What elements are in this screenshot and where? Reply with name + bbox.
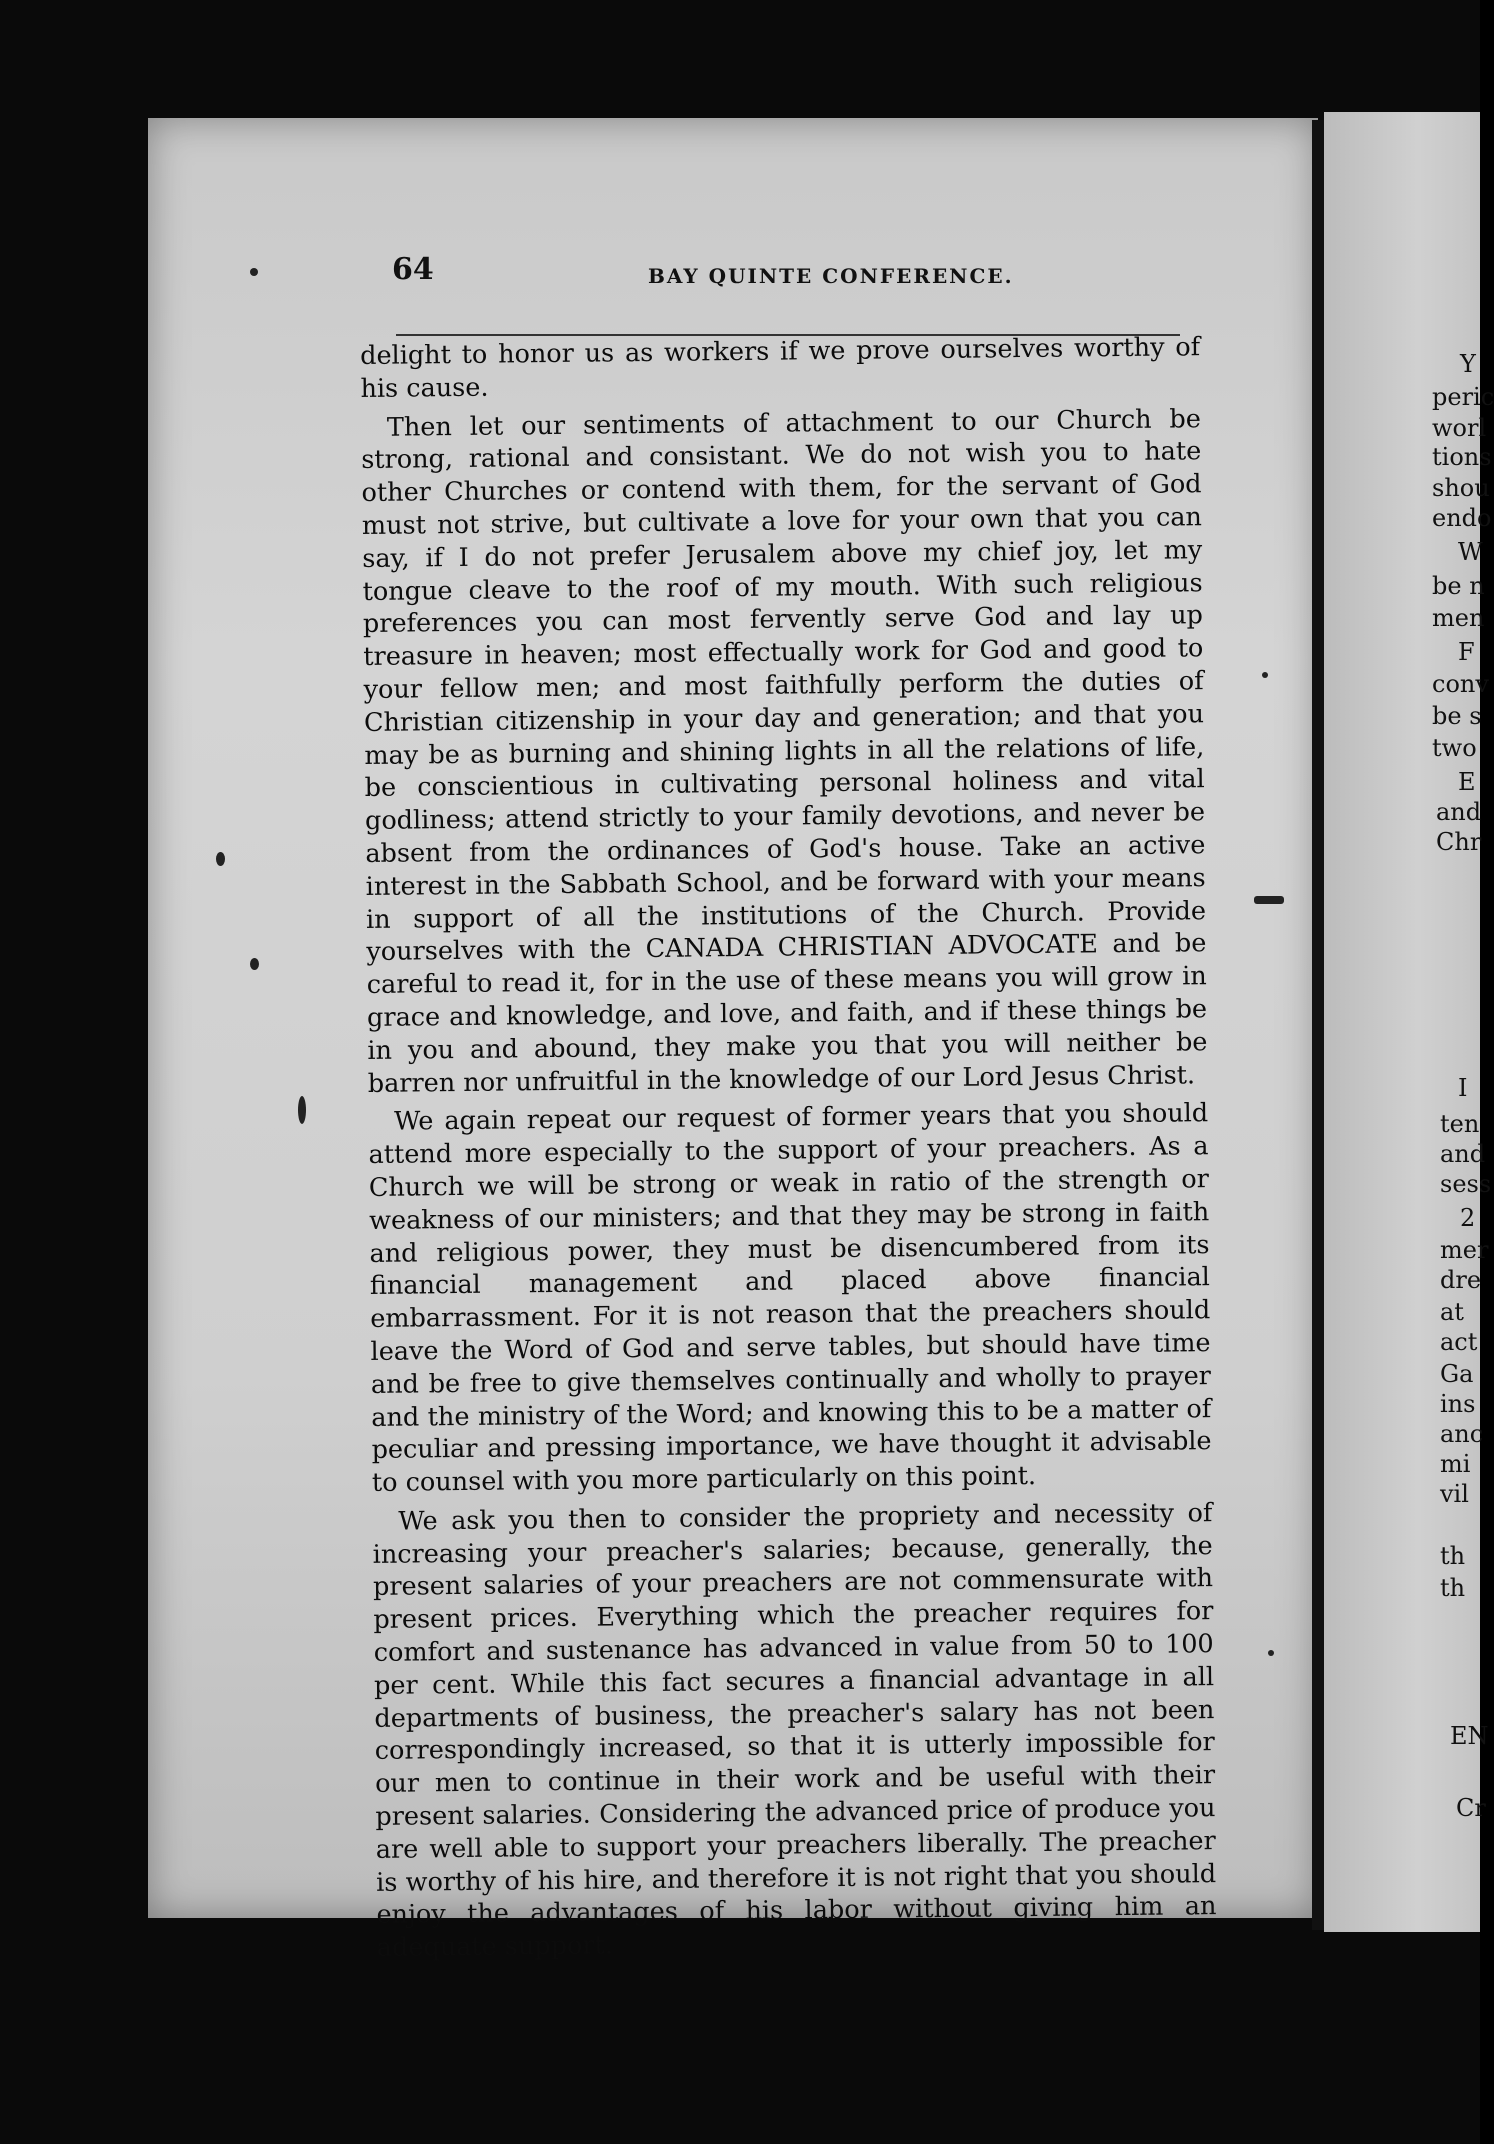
paragraph: We ask you then to consider the propriety and necessity of increasing your preacher's salaries; because, generally, the present salaries of your preachers are not commensurate with present prices. Everything which the preacher requires for comfort and sustenance has advanced in value from 50 to 100 per cent. While this fact secures a financial advantage in all departments of business, the preacher's salary has not been correspondingly increased, so that it is utterly impossible for our men to continue in their work and be useful with their present salaries. Considering the advanced price of produce you are well able to support your preachers liberally. The preacher is worthy of his hire, and therefore it is not right that you should enjoy the advantages of his labor without giving him an adequate support. <box>372 1498 1217 1964</box>
page-gutter <box>1312 120 1324 1930</box>
adjacent-page-fragment: and <box>1436 798 1482 826</box>
adjacent-page-fragment: 2 <box>1460 1204 1476 1232</box>
adjacent-page-fragment: Ga <box>1440 1360 1474 1388</box>
adjacent-page-fragment: ten <box>1440 1110 1480 1138</box>
adjacent-page-fragment: dre <box>1440 1266 1482 1294</box>
adjacent-page-fragment: be n <box>1432 572 1485 600</box>
running-head: BAY QUINTE CONFERENCE. <box>648 264 1014 288</box>
adjacent-page-fragment: conv <box>1432 670 1489 698</box>
adjacent-page-fragment: shou <box>1432 474 1490 502</box>
adjacent-page-fragment: EN <box>1450 1722 1489 1750</box>
paragraph: We again repeat our request of former years that you should attend more especially to the support of your preachers. As a Church we will be strong or weak in ratio of the strength or weakness of our ministers; and that they may be strong in faith and religious power, they must be disencumbered from its financial management and placed above financial embarrassment. For it is not reason that the preachers should leave the Word of God and serve tables, but should have time and be free to give themselves continually and wholly to prayer and the ministry of the Word; and knowing this to be a matter of peculiar and pressing importance, we have thought it advisable to counsel with you more particularly on this point. <box>368 1098 1212 1499</box>
body-text <box>360 331 1217 1971</box>
adjacent-page-fragment: tions <box>1432 443 1492 471</box>
adjacent-page-fragment: act <box>1440 1328 1478 1356</box>
adjacent-page-fragment: Chr <box>1436 828 1482 856</box>
adjacent-page-fragment: mi <box>1440 1450 1471 1478</box>
adjacent-page-fragment: mer <box>1440 1236 1489 1264</box>
adjacent-page-fragment: worl <box>1432 414 1487 442</box>
adjacent-page-fragment: Y <box>1460 350 1476 378</box>
adjacent-page-fragment: vil <box>1440 1480 1469 1508</box>
adjacent-page-fragment: F <box>1458 638 1475 666</box>
adjacent-page-fragment: endo <box>1432 504 1492 532</box>
adjacent-page-fragment: two <box>1432 734 1477 762</box>
adjacent-page-fragment: anc <box>1440 1420 1484 1448</box>
adjacent-page-fragment: th <box>1440 1574 1466 1602</box>
adjacent-page-fragment: sess <box>1440 1170 1492 1198</box>
adjacent-page-fragment: at <box>1440 1298 1464 1326</box>
adjacent-page-fragment: ins <box>1440 1390 1476 1418</box>
adjacent-page-fragment: men <box>1432 604 1485 632</box>
adjacent-page-fragment: I <box>1458 1074 1468 1102</box>
adjacent-page-fragment: th <box>1440 1542 1466 1570</box>
adjacent-page-fragment: and <box>1440 1140 1486 1168</box>
page-number: 64 <box>392 252 434 287</box>
adjacent-page-fragment: W <box>1458 538 1483 566</box>
adjacent-page-fragment: be s <box>1432 702 1482 730</box>
adjacent-page-fragment: peric <box>1432 383 1494 411</box>
adjacent-page <box>1324 112 1494 1932</box>
adjacent-page-fragment: Cr <box>1456 1794 1486 1822</box>
paragraph: Then let our sentiments of attachment to our Church be strong, rational and consistant. We do not wish you to hate other Churches or contend with them, for the servant of God must not strive, but cultivate a love for your own that you can say, if I do not prefer Jerusalem above my chief joy, let my tongue cleave to the roof of my mouth. With such religious preferences you can most fervently serve God and lay up treasure in heaven; most effectually work for God and good to your fellow men; and most faithfully perform the duties of Christian citizenship in your day and generation; and that you may be as burning and shining lights in all the relations of life, be conscientious in cultivating personal holiness and vital godliness; attend strictly to your family devotions, and never be absent from the ordinances of God's house. Take an active interest in the Sabbath School, and be forward with your means in support of all the institutions of the Church. Provide yourselves with the CANADA CHRISTIAN ADVOCATE and be careful to read it, for in the use of these means you will grow in grace and knowledge, and love, and faith, and if these things be in you and abound, they make you that you will neither be barren nor unfruitful in the knowledge of our Lord Jesus Christ. <box>361 403 1208 1099</box>
adjacent-page-fragment: E <box>1458 768 1476 796</box>
paragraph-continuation: delight to honor us as workers if we prove ourselves worthy of his cause. <box>360 332 1201 404</box>
page-header <box>392 252 1182 292</box>
